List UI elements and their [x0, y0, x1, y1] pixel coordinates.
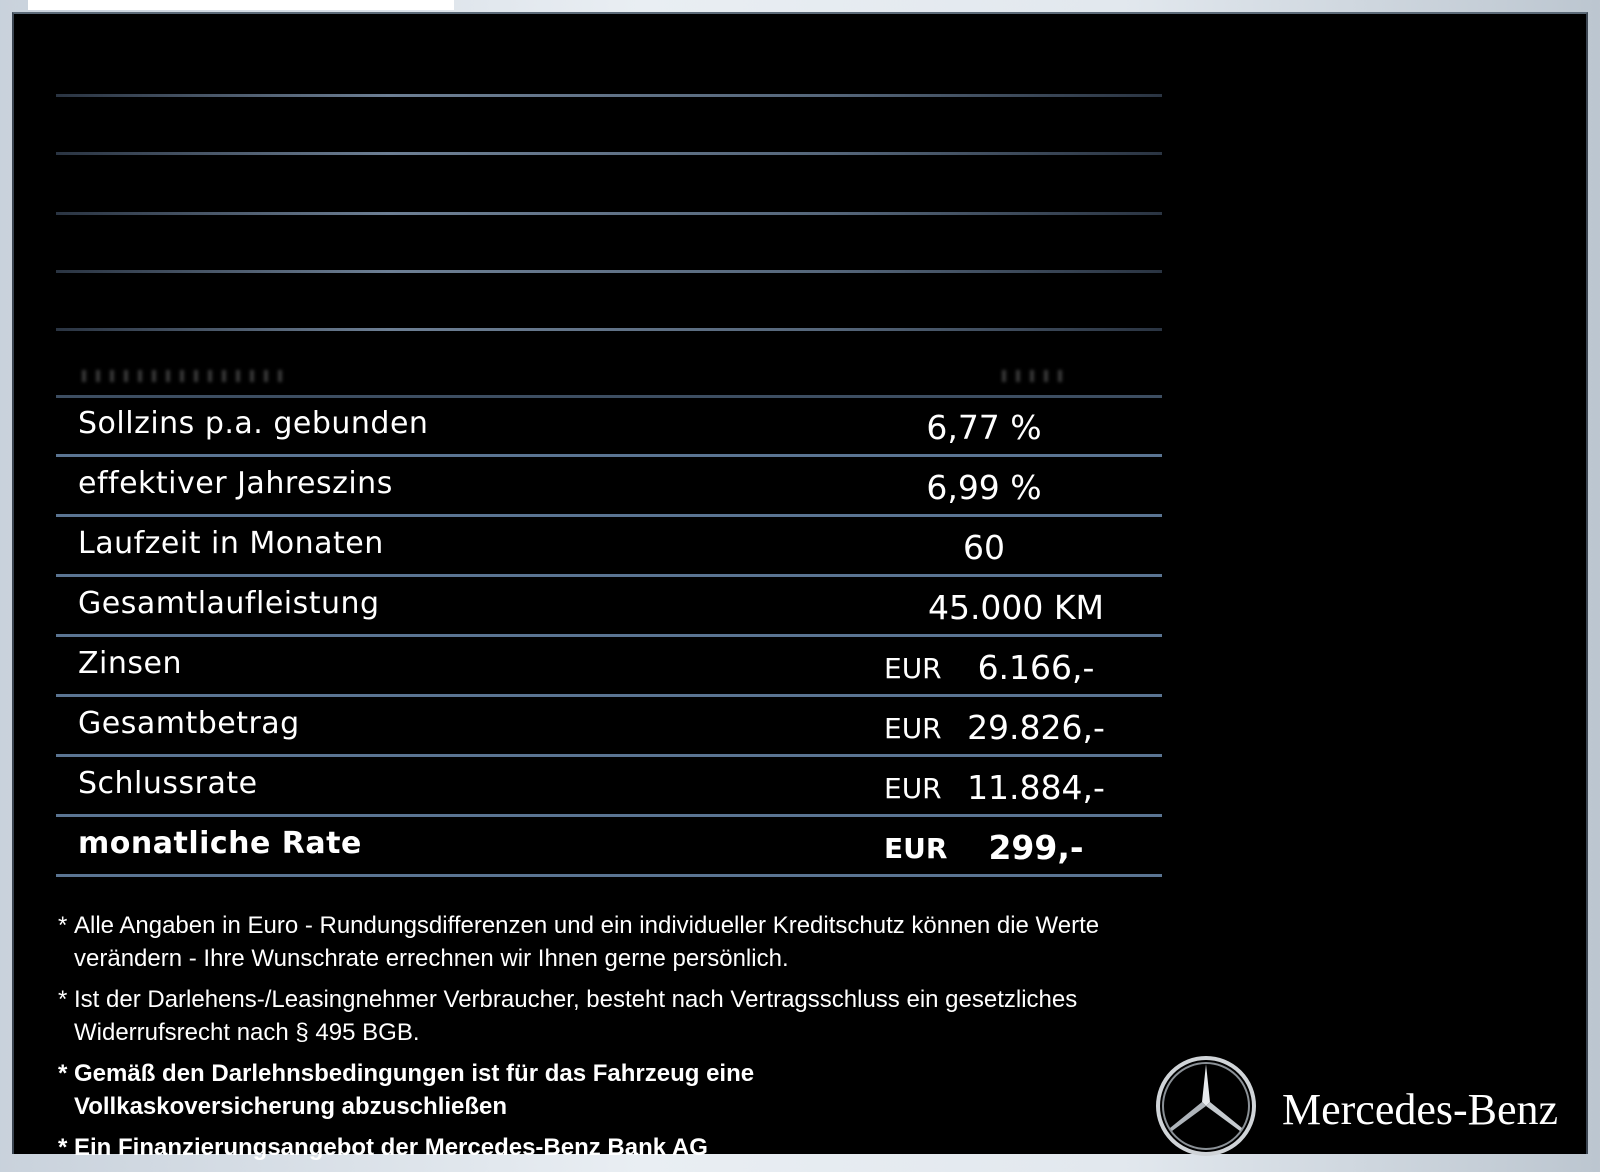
currency-label: EUR — [884, 712, 942, 745]
row-value: 6,77 % — [926, 408, 1042, 447]
finance-offer-panel — [12, 12, 1588, 1161]
table-row — [56, 640, 1162, 697]
divider — [56, 152, 1162, 155]
table-row — [56, 700, 1162, 757]
row-label: effektiver Jahreszins — [78, 466, 393, 501]
brand-logo — [1154, 1054, 1594, 1168]
footnote: * Ein Finanzierungsangebot der Mercedes-Benz Bank AG — [58, 1134, 708, 1161]
table-row — [56, 400, 1162, 457]
amount-value: 11.884,- — [967, 768, 1105, 807]
illegible-row — [56, 358, 1162, 398]
divider — [56, 328, 1162, 331]
divider — [56, 94, 1162, 97]
table-row — [56, 580, 1162, 637]
amount-value: 29.826,- — [967, 708, 1105, 747]
row-value: 45.000 KM — [927, 588, 1105, 627]
amount-value: 6.166,- — [977, 648, 1095, 687]
footnote: * Gemäß den Darlehnsbedingungen ist für das Fahrzeug eine Vollkaskoversicherung abzuschließen — [58, 1060, 755, 1120]
row-value: 60 — [963, 528, 1005, 567]
divider — [56, 212, 1162, 215]
footnotes — [58, 909, 1178, 1172]
amount-value: 299,- — [988, 828, 1084, 867]
row-label: Schlussrate — [78, 766, 258, 801]
row-label: Sollzins p.a. gebunden — [78, 406, 429, 441]
footnote: * Alle Angaben in Euro - Rundungsdifferenzen und ein individueller Kreditschutz können die Werte verändern - Ihre Wunschrate errechnen wir Ihnen gerne persönlich. — [58, 912, 1100, 972]
footnote: * Ist der Darlehens-/Leasingnehmer Verbraucher, besteht nach Vertragsschluss ein gesetzliches Widerrufsrecht nach § 495 BGB. — [58, 986, 1078, 1046]
monthly-rate-row — [56, 820, 1162, 877]
row-label: Gesamtlaufleistung — [78, 586, 380, 621]
top-strip — [28, 0, 454, 10]
currency-label: EUR — [884, 652, 942, 685]
divider — [56, 270, 1162, 273]
row-label: Zinsen — [78, 646, 183, 681]
currency-label: EUR — [884, 832, 948, 865]
row-label: Laufzeit in Monaten — [78, 526, 384, 561]
brand-name: Mercedes-Benz — [1282, 1085, 1559, 1134]
currency-label: EUR — [884, 772, 942, 805]
mercedes-star-icon — [1154, 1054, 1258, 1158]
row-label: Gesamtbetrag — [78, 706, 300, 741]
blurred-text — [1002, 370, 1072, 382]
row-value: 6,99 % — [926, 468, 1042, 507]
table-row — [56, 760, 1162, 817]
table-row — [56, 520, 1162, 577]
table-row — [56, 460, 1162, 517]
blurred-text — [82, 370, 282, 382]
row-label: monatliche Rate — [78, 826, 362, 861]
